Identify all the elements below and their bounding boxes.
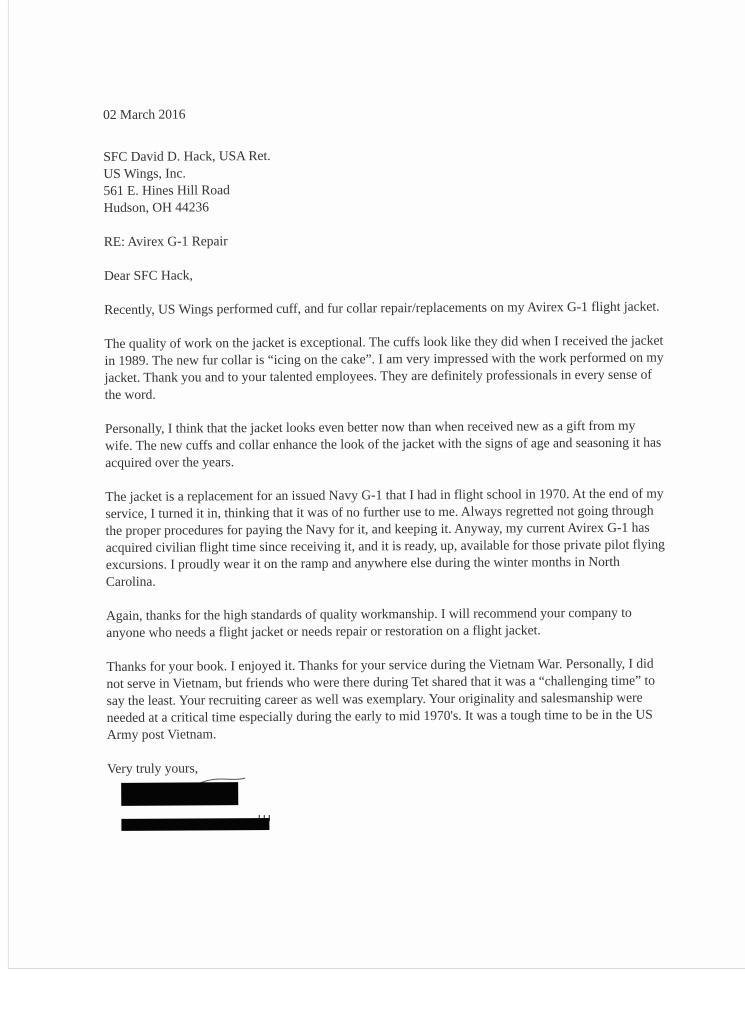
redacted-signature (121, 782, 238, 806)
paragraph-6: Thanks for your book. I enjoyed it. Thanks for your service during the Vietnam War. Personally, I did not serve in Vietnam, but friends who were there during Tet shared that it was a “challenging time” to say the least. Your recruiting career as well was exemplary. Your originality and salesmanship were needed at a critical time especially during the early to mid 1970's. It was a tough time to be in the US Army post Vietnam. (106, 655, 656, 742)
address-line-company: US Wings, Inc. (103, 165, 186, 181)
paragraph-3: Personally, I think that the jacket looks even better now than when received new as a gift from my wife. The new cuffs and collar enhance the look of the jacket with the signs of age and seasoning it has acquired over the years. (104, 417, 662, 470)
paragraph-4: The jacket is a replacement for an issued Navy G-1 that I had in flight school in 1970. At the end of my service, I turned it in, thinking that it was of no further use to me. Always regretted not going through the proper procedures for paying the Navy for it, and keeping it. Anyway, my current Avirex G-1 has acquired civilian flight time since receiving it, and it is ready, up, available for those private pilot flying excursions. I proudly wear it on the ramp and anywhere else during the winter months in North Carolina. (105, 485, 665, 589)
address-line-street: 561 E. Hines Hill Road (103, 182, 230, 198)
closing: Very truly yours, (107, 760, 199, 776)
signature-area (107, 774, 667, 837)
paragraph-1: Recently, US Wings performed cuff, and fur collar repair/replacements on my Avirex G-1 flight jacket. (104, 298, 660, 317)
subject-line: RE: Avirex G-1 Repair (103, 233, 228, 249)
scan-margin (0, 969, 745, 1024)
redacted-name (121, 818, 269, 831)
address-line-name: SFC David D. Hack, USA Ret. (103, 147, 271, 164)
paragraph-5: Again, thanks for the high standards of quality workmanship. I will recommend your company to anyone who needs a flight jacket or needs repair or restoration on a flight jacket. (106, 604, 632, 640)
recipient-address (103, 145, 663, 216)
address-line-city: Hudson, OH 44236 (103, 199, 210, 215)
letter-body (103, 103, 667, 837)
letter-date: 02 March 2016 (103, 106, 186, 122)
salutation: Dear SFC Hack, (103, 267, 193, 283)
paragraph-2: The quality of work on the jacket is exceptional. The cuffs look like they did when I received the jacket in 1989. The new fur collar is “icing on the cake”. I am very impressed with the work performed on my jacket. Thank you and to your talented employees. They are definitely professionals in every sense of the word. (104, 332, 664, 402)
